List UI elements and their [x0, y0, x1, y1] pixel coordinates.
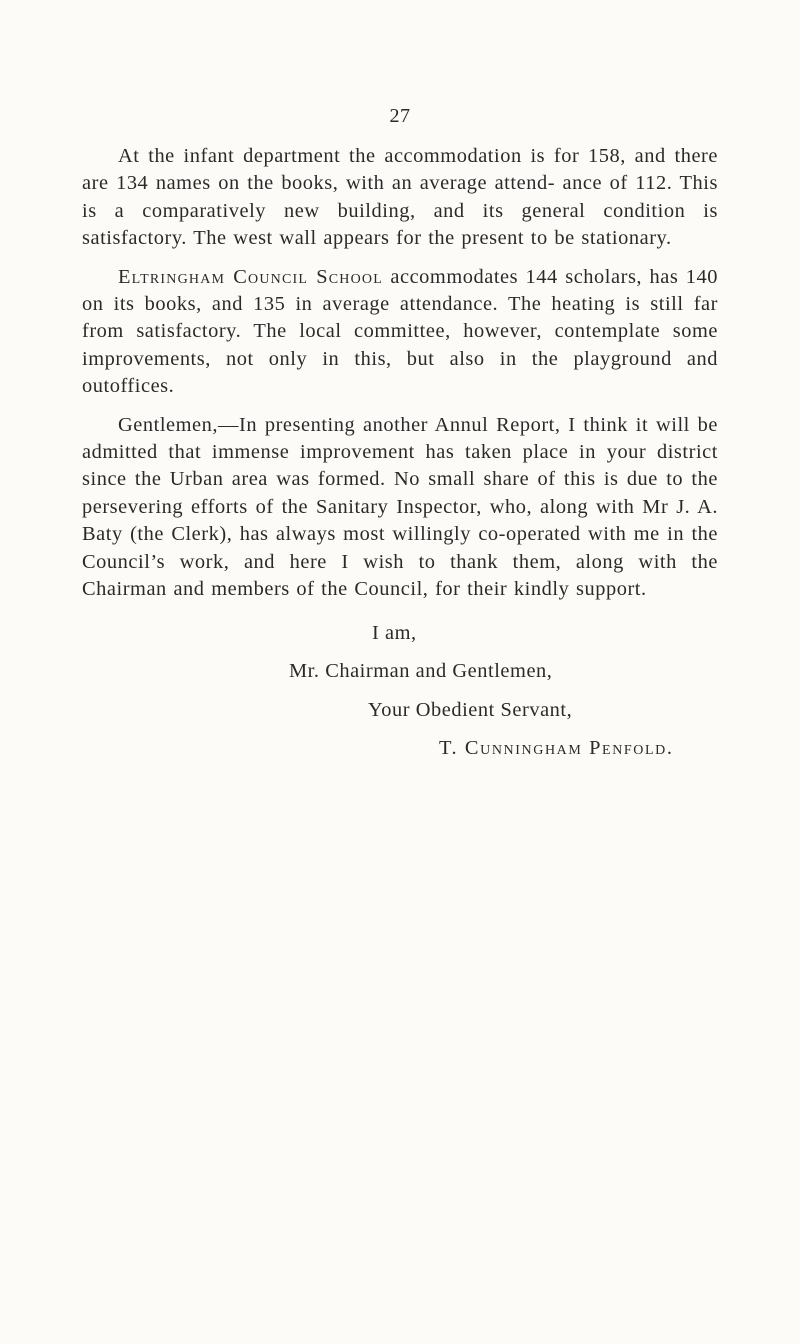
signature: T. Cunningham Penfold. — [439, 737, 674, 759]
body-text — [82, 143, 718, 615]
paragraph-closing-remarks: Gentlemen,—In presenting another Annul Report, I think it will be admitted that immense improvement has taken place in your district since the Urban area was formed. No small share of this is due to the persevering efforts of the Sanitary Inspector, who, along with Mr J. A. Baty (the Clerk), has always most willingly co-operated with me in the Council’s work, and here I wish to thank them, along with the Chairman and members of the Council, for their kindly support. — [82, 413, 718, 601]
closing-line-servant: Your Obedient Servant, — [368, 699, 573, 721]
school-name: Eltringham Council School — [118, 265, 383, 288]
paragraph-infant-department: At the infant department the accommodation is for 158, and there are 134 names on the books, with an average attend- ance of 112. This is a comparatively new building, and its general condition is satisfactory. The west wall appears for the present to be stationary. — [82, 145, 718, 250]
paragraph-eltringham-text: accommodates 144 scholars, has 140 on its books, and 135 in average attendance. The heating is still far from satisfactory. The local committee, however, contemplate some improvements, not only in this, but also in the playground and outoffices. — [82, 265, 718, 398]
page-number: 27 — [389, 105, 411, 127]
closing-line-salutation: Mr. Chairman and Gentlemen, — [289, 660, 553, 682]
closing-line-i-am: I am, — [372, 622, 417, 644]
paragraph-eltringham-school — [82, 264, 718, 401]
